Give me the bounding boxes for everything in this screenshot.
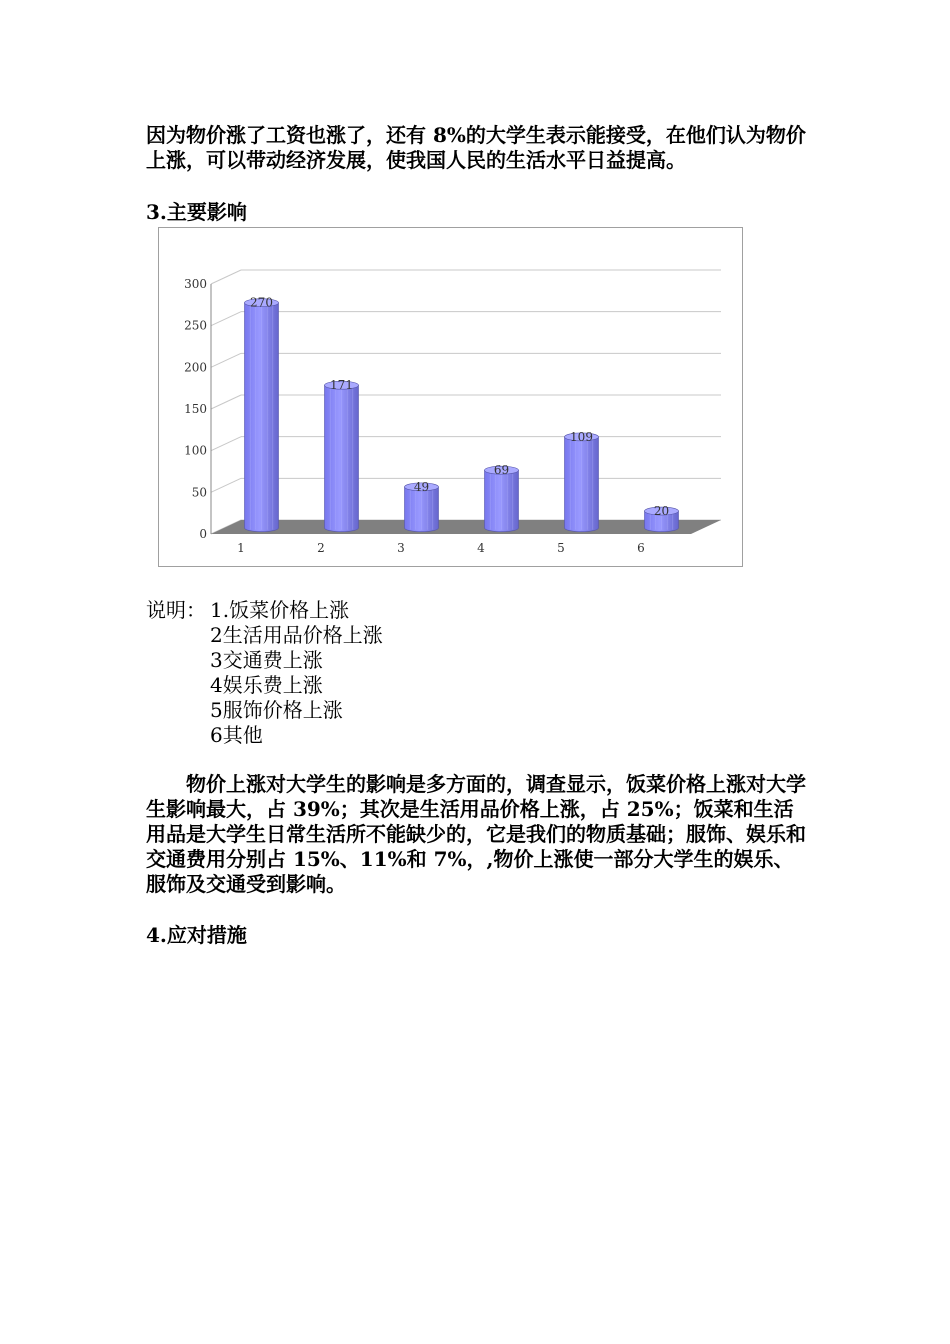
legend-item: 2生活用品价格上涨 [210,623,383,647]
x-tick-label: 5 [557,541,565,555]
intro-paragraph: 因为物价涨了工资也涨了，还有 8%的大学生表示能接受，在他们认为物价上涨，可以带动经济发展，使我国人民的生活水平日益提高。 [146,123,806,172]
x-tick-label: 2 [317,541,325,555]
y-tick-label: 250 [184,318,207,333]
grid-depth-line [211,312,241,326]
data-label: 270 [250,295,273,310]
grid-depth-line [211,395,241,409]
impact-bar-chart [158,227,743,567]
x-tick-label: 1 [237,541,245,555]
chart-svg [159,228,744,568]
y-tick-label: 50 [191,485,207,500]
y-tick-label: 0 [199,527,207,541]
grid-depth-line [211,270,241,284]
y-tick-label: 150 [184,402,207,416]
grid-depth-line [211,353,241,367]
y-tick-label: 200 [184,360,207,375]
y-tick-label: 300 [184,277,207,291]
analysis-paragraph: 物价上涨对大学生的影响是多方面的，调查显示，饭菜价格上涨对大学生影响最大，占 39%；其次是生活用品价格上涨，占 25%；饭菜和生活用品是大学生日常生活所不能缺少的，它是我们的物质基础；服饰、娱乐和交通费用分别占 15%、11%和 7%，,物价上涨使一部分大学生的娱乐、服饰及交通受到影响。 [146,772,806,896]
grid-depth-line [211,437,241,451]
x-tick-label: 3 [397,541,405,555]
grid-depth-line [211,478,241,492]
section-heading-impact: 3.主要影响 [146,200,247,224]
legend-item: 4娱乐费上涨 [210,673,323,697]
section-heading-measures: 4.应对措施 [146,923,247,947]
data-label: 171 [330,378,353,393]
legend-prefix: 说明： [146,598,206,622]
data-label: 49 [413,479,430,494]
legend-item: 5服饰价格上涨 [210,698,343,722]
data-label: 69 [493,463,510,478]
data-label: 109 [570,429,593,444]
legend-item: 6其他 [210,723,263,747]
y-tick-label: 100 [184,443,207,458]
x-tick-label: 4 [477,541,485,555]
legend-item: 3交通费上涨 [210,648,323,672]
data-label: 20 [653,504,670,519]
legend-item: 1.饭菜价格上涨 [210,598,350,622]
x-tick-label: 6 [637,541,645,555]
